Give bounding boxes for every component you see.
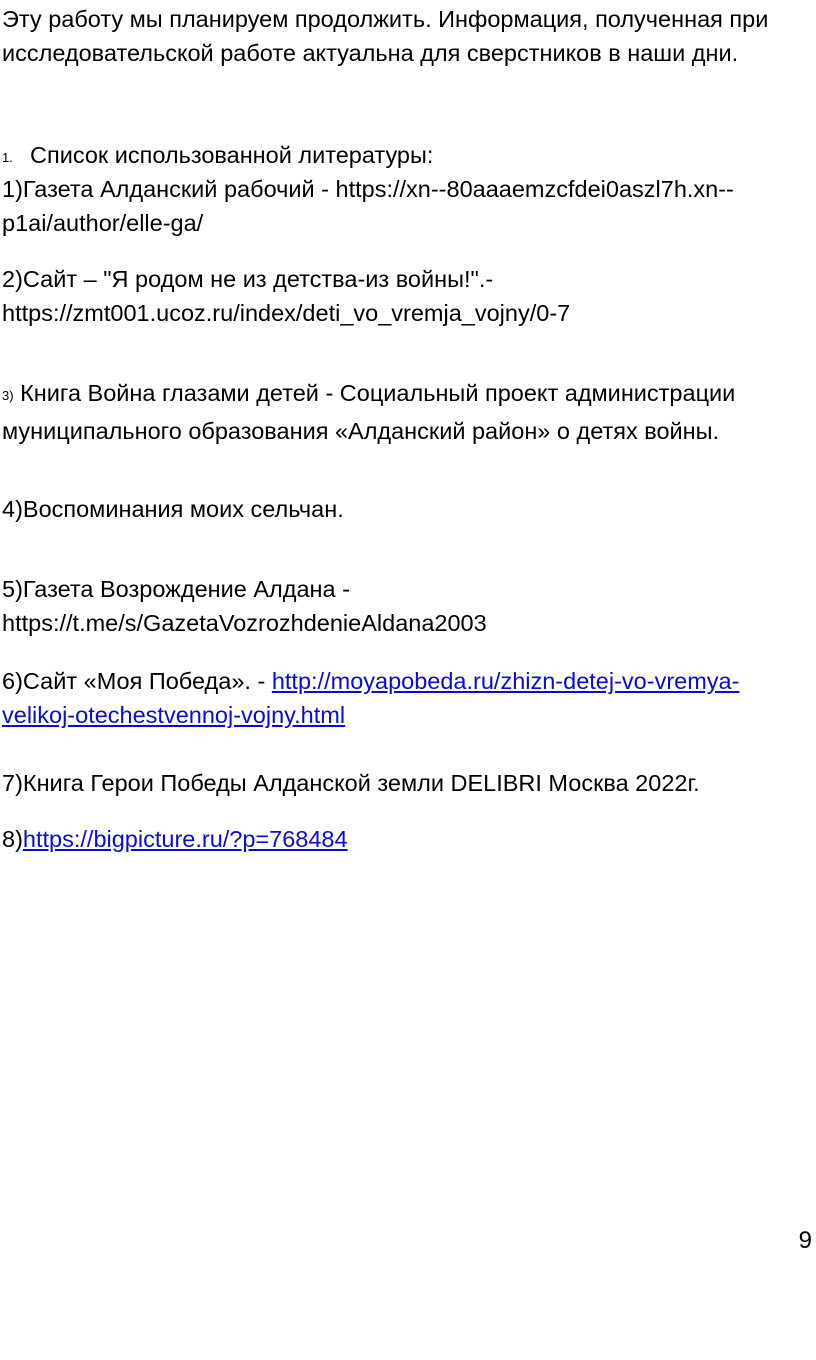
reference-item-2: 2)Сайт – "Я родом не из детства-из войны!".- https://zmt001.ucoz.ru/index/deti_vo_vremja_vojny/0-7 — [2, 266, 571, 326]
reference-item-5: 5)Газета Возрождение Алдана - https://t.me/s/GazetaVozrozhdenieAldana2003 — [2, 576, 487, 636]
heading-number: 1. — [2, 150, 13, 165]
reference-item-3-number: 3) — [2, 388, 14, 403]
intro-paragraph: Эту работу мы планируем продолжить. Информация, полученная при исследовательской работе актуальна для сверстников в наши дни. — [2, 6, 769, 66]
page-number: 9 — [798, 1227, 812, 1254]
reference-item-8 — [2, 822, 810, 856]
reference-item-7: 7)Книга Герои Победы Алданской земли DELIBRI Москва 2022г. — [2, 770, 700, 796]
reference-item-3-text: Книга Война глазами детей - Социальный проект администрации муниципального образования «Алданский район» о детях войны. — [2, 380, 736, 444]
reference-item-8-link[interactable]: https://bigpicture.ru/?p=768484 — [22, 826, 348, 852]
references-heading — [2, 138, 810, 176]
heading-text: Список использованной литературы: — [30, 142, 434, 168]
reference-item-6-link[interactable]: http://moyapobeda.ru/zhizn-detej-vo-vremya-velikoj-otechestvennoj-vojny.html — [2, 668, 740, 728]
reference-item-6 — [2, 664, 810, 732]
reference-item-8-prefix: 8) — [2, 826, 23, 852]
reference-item-4: 4)Воспоминания моих сельчан. — [2, 496, 344, 522]
reference-item-3 — [2, 376, 810, 448]
reference-item-1: 1)Газета Алданский рабочий - https://xn--80aaaemzcfdei0aszl7h.xn--p1ai/author/elle-ga/ — [2, 176, 734, 236]
reference-item-6-prefix: 6)Сайт «Моя Победа». - — [2, 668, 272, 694]
